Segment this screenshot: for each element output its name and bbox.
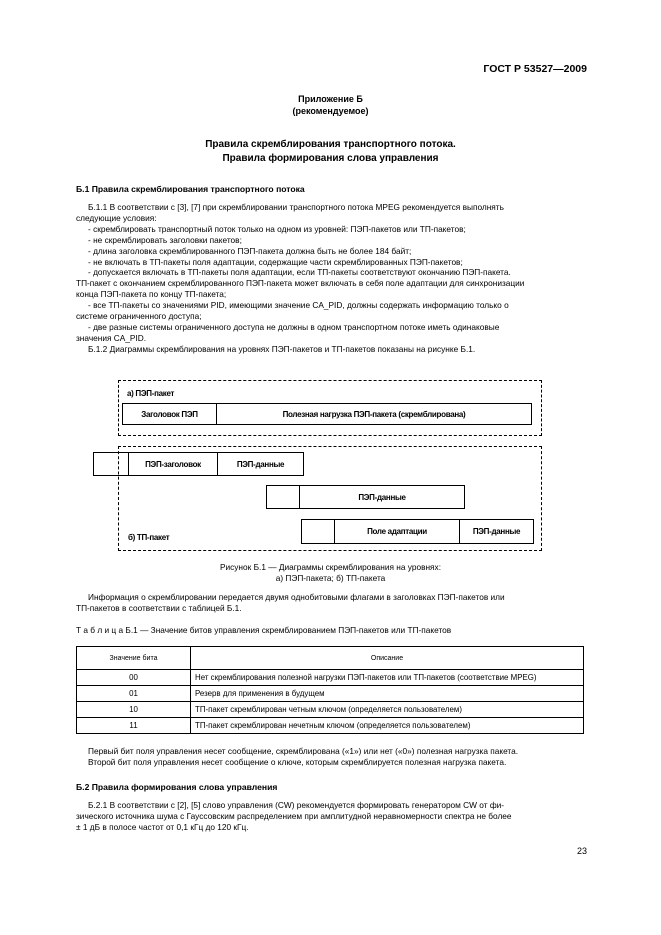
table-cell: 01 — [77, 686, 191, 702]
text-line: ТП-пакетов в соответствии с таблицей Б.1. — [76, 602, 242, 613]
text-line: Второй бит поля управления несет сообщение о ключе, которым скремблируется полезная нагрузка пакета. — [88, 756, 507, 767]
main-title-line1: Правила скремблирования транспортного потока. — [205, 139, 456, 150]
figure-caption — [0, 562, 661, 584]
text-line: конца ПЭП-пакета по концу ТП-пакета; — [76, 289, 227, 300]
text-line: - длина заголовка скремблированного ПЭП-пакета должна быть не более 184 байт; — [88, 245, 412, 256]
diagram-b-pes-header: ПЭП-заголовок — [128, 452, 218, 476]
table-cell: Нет скремблирования полезной нагрузки ПЭП-пакетов или ТП-пакетов (соответствие MPEG) — [191, 670, 584, 686]
figure-caption-line1: Рисунок Б.1 — Диаграммы скремблирования на уровнях: — [219, 562, 442, 572]
diagram-a-payload: Полезная нагрузка ПЭП-пакета (скремблирована) — [216, 403, 532, 425]
text-line: Б.2.1 В соответствии с [2], [5] слово управления (CW) рекомендуется формировать генератором CW от фи- — [88, 800, 505, 810]
text-line: системе ограниченного доступа; — [76, 311, 202, 322]
diagram-b-adaptation: Поле адаптации — [334, 519, 460, 544]
table-row — [77, 686, 584, 702]
text-line: - скремблировать транспортный поток только на одном из уровней: ПЭП-пакетов или ТП-пакетов; — [88, 223, 466, 234]
diagram-b-pes-data3: ПЭП-данные — [459, 519, 534, 544]
page-number: 23 — [576, 846, 587, 856]
text-line: - не включать в ТП-пакеты поля адаптации, содержащие части скремблированных ПЭП-пакетов; — [88, 256, 463, 267]
text-line: Б.1.1 В соответствии с [3], [7] при скремблировании транспортного потока MPEG рекомендуется выполнять — [88, 202, 504, 212]
table-cell: 11 — [77, 718, 191, 734]
table-row — [77, 702, 584, 718]
diagram-a-label: а) ПЭП-пакет — [127, 389, 175, 398]
section2-heading: Б.2 Правила формирования слова управления — [76, 782, 278, 792]
text-line: ТП-пакет с окончанием скремблированного ПЭП-пакета может включать в себя поле адаптации для синхронизации — [76, 278, 525, 289]
text-line: - допускается включать в ТП-пакеты поля адаптации, если ТП-пакеты соответствуют окончанию ПЭП-пакета. — [88, 267, 511, 278]
annex-title — [0, 93, 661, 117]
section1-heading: Б.1 Правила скремблирования транспортного потока — [76, 184, 305, 194]
diagram-b-sync — [93, 452, 129, 476]
diagram-b-pes-data2: ПЭП-данные — [299, 485, 465, 509]
table-row — [77, 718, 584, 734]
table-caption: Т а б л и ц а Б.1 — Значение битов управления скремблированием ПЭП-пакетов или ТП-пакетов — [76, 625, 452, 635]
section2-text — [76, 800, 583, 833]
bits-table — [76, 646, 584, 734]
table-header: Значение бита — [77, 647, 191, 670]
text-line: значения CA_PID. — [76, 332, 147, 343]
section1-text — [76, 202, 583, 355]
table-header: Описание — [191, 647, 584, 670]
bits-paragraph — [76, 746, 583, 768]
figure-caption-line2: а) ПЭП-пакета; б) ТП-пакета — [275, 573, 386, 583]
table-cell: 00 — [77, 670, 191, 686]
text-line: следующие условия: — [76, 212, 157, 223]
main-title — [0, 138, 661, 166]
text-line: зического источника шума с Гауссовским распределением при амплитудной неравномерности спектра не более — [76, 810, 512, 821]
text-line: Информация о скремблировании передается двумя однобитовыми флагами в заголовках ПЭП-пакетов или — [88, 592, 505, 602]
main-title-line2: Правила формирования слова управления — [222, 153, 439, 164]
text-line: Б.1.2 Диаграммы скремблирования на уровнях ПЭП-пакетов и ТП-пакетов показаны на рисунке Б.1. — [88, 343, 476, 354]
annex-status: (рекомендуемое) — [292, 106, 369, 116]
diagram-b-ts-header — [266, 485, 300, 509]
standard-number: ГОСТ Р 53527—2009 — [483, 63, 587, 75]
diagram-b-pes-data1: ПЭП-данные — [217, 452, 304, 476]
text-line: Первый бит поля управления несет сообщение, скремблирована («1») или нет («0») полезная нагрузка пакета. — [88, 746, 519, 756]
text-line: ± 1 дБ в полосе частот от 0,1 кГц до 120 кГц. — [76, 821, 249, 832]
info-paragraph — [76, 592, 583, 614]
annex-name: Приложение Б — [298, 94, 363, 104]
table-cell: ТП-пакет скремблирован нечетным ключом (определяется пользователем) — [191, 718, 584, 734]
table-cell: ТП-пакет скремблирован четным ключом (определяется пользователем) — [191, 702, 584, 718]
text-line: - все ТП-пакеты со значениями PID, имеющими значение CA_PID, должны содержать информацию только о — [88, 300, 509, 311]
table-header-row — [77, 647, 584, 670]
diagram-b-label: б) ТП-пакет — [128, 533, 170, 542]
text-line: - две разные системы ограниченного доступа не должны в одном транспортном потоке иметь одинаковые — [88, 321, 500, 332]
diagram-b-ts-header2 — [301, 519, 335, 544]
diagram-a-header: Заголовок ПЭП — [122, 403, 217, 425]
table-row — [77, 670, 584, 686]
table-cell: Резерв для применения в будущем — [191, 686, 584, 702]
text-line: - не скремблировать заголовки пакетов; — [88, 234, 242, 245]
table-cell: 10 — [77, 702, 191, 718]
